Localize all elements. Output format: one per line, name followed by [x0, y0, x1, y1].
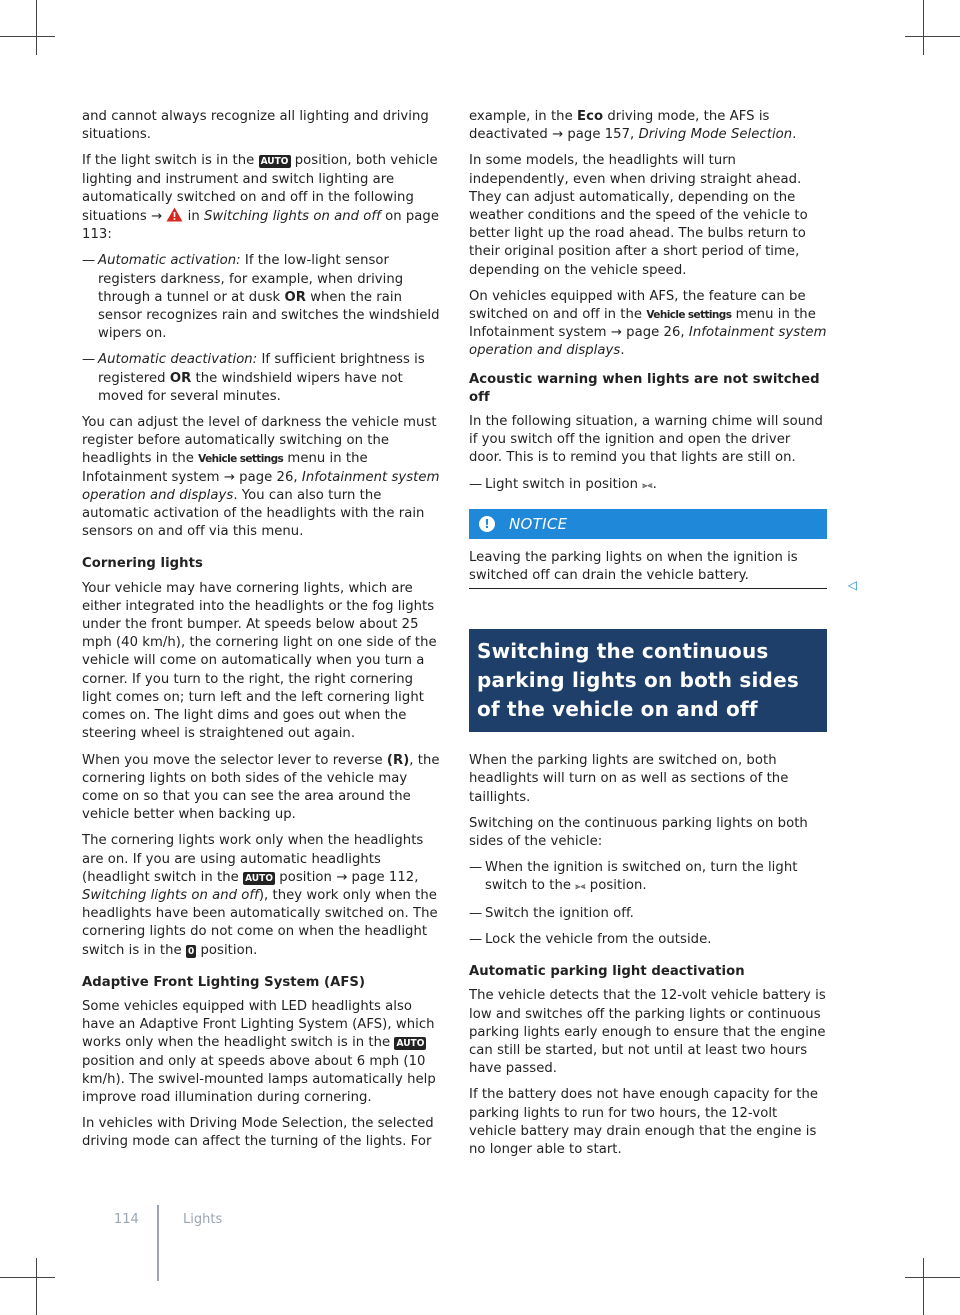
section-end-marker-icon: ◁	[847, 578, 857, 593]
paragraph: Switching on the continuous parking lights on both sides of the vehicle:	[469, 815, 808, 850]
paragraph: example, in the Eco driving mode, the AFS is deactivated → page 157, Driving Mode Selection.	[469, 109, 797, 143]
zero-position-symbol: 0	[187, 945, 195, 957]
auto-symbol: AUTO	[260, 156, 289, 168]
list-item: — Lock the vehicle from the outside.	[469, 931, 712, 947]
auto-symbol: AUTO	[245, 872, 274, 884]
reverse-symbol: (R)	[386, 752, 410, 768]
notice-header	[469, 509, 827, 539]
subheading: Adaptive Front Lighting System (AFS)	[82, 974, 366, 990]
paragraph: Some vehicles equipped with LED headlights also have an Adaptive Front Lighting System (AFS), which works only when the headlight switch is in the AUTO position and only at speeds above about 6 mph (10 km/h). The swivel-mounted lamps automatically help improve road illumination during cornering.	[82, 998, 436, 1105]
paragraph: You can adjust the level of darkness the vehicle must register before automatically switching on the headlights in the Vehicle settings menu in the Infotainment system → page 26, Infotainment system operation and displays. You can also turn the automatic activation of the headlights with the rain sensors on and off via this menu.	[82, 415, 440, 540]
parking-light-icon: ⫸⫷	[642, 480, 653, 491]
subheading: Acoustic warning when lights are not switched off	[469, 371, 820, 405]
crop-mark	[923, 0, 924, 55]
footer-divider	[157, 1205, 159, 1281]
parking-light-icon: ⫸⫷	[575, 882, 586, 893]
notice-label: NOTICE	[509, 514, 568, 533]
crop-mark	[923, 1258, 924, 1315]
arrow-icon: →	[336, 869, 348, 885]
crop-mark	[36, 1258, 37, 1315]
paragraph: When the parking lights are switched on, both headlights will turn on as well as sections of the taillights.	[469, 753, 789, 805]
left-column	[82, 108, 440, 1160]
paragraph: and cannot always recognize all lighting and driving situations.	[82, 109, 429, 143]
auto-symbol: AUTO	[396, 1038, 425, 1050]
crop-mark	[905, 1277, 960, 1278]
crop-mark	[0, 1277, 55, 1278]
footer-section-title: Lights	[183, 1212, 223, 1227]
list-item: — Switch the ignition off.	[469, 905, 634, 921]
arrow-icon: →	[223, 469, 235, 485]
paragraph: When you move the selector lever to reverse (R), the cornering lights on both sides of the vehicle may come on so that you can see the area around the vehicle better when backing up.	[82, 752, 440, 823]
vehicle-settings-label: Vehicle settings	[198, 453, 284, 466]
crop-mark	[0, 36, 55, 37]
arrow-icon: →	[610, 325, 622, 341]
crop-mark	[905, 36, 960, 37]
section-title: Switching the continuous parking lights on both sides of the vehicle on and off	[469, 629, 827, 732]
subheading: Cornering lights	[82, 556, 203, 572]
paragraph: In the following situation, a warning chime will sound if you switch off the ignition and open the driver door. This is to remind you that lights are still on.	[469, 414, 823, 466]
warning-triangle-icon	[166, 207, 183, 222]
paragraph: The vehicle detects that the 12-volt vehicle battery is low and switches off the parking lights or continuous parking lights early enough to ensure that the engine can still be started, but not until at least two hours have passed.	[469, 988, 826, 1077]
page-number: 114	[114, 1212, 139, 1227]
paragraph: Your vehicle may have cornering lights, which are either integrated into the headlights or the fog lights under the front bumper. At speeds below about 25 mph (40 km/h), the cornering light on one side of the vehicle will come on automatically when you turn a corner. If you turn to the right, the right cornering light comes on; turn left and the left cornering light comes on. The light dims and goes out when the steering wheel is straightened out again.	[82, 580, 437, 742]
notice-body: Leaving the parking lights on when the ignition is switched off can drain the vehicle battery. ◁	[469, 549, 827, 589]
paragraph: On vehicles equipped with AFS, the feature can be switched on and off in the Vehicle settings menu in the Infotainment system → page 26, Infotainment system operation and displays.	[469, 288, 827, 359]
paragraph: In vehicles with Driving Mode Selection, the selected driving mode can affect the turning of the lights. For	[82, 1116, 434, 1150]
cross-reference-link[interactable]: Infotainment system operation and displays	[82, 469, 440, 503]
cross-reference-link[interactable]: Switching lights on and off	[204, 209, 381, 225]
notice-info-icon: !	[479, 516, 495, 532]
cross-reference-link[interactable]: Infotainment system operation and displays	[469, 325, 827, 359]
right-column	[469, 108, 857, 1167]
list-item: — When the ignition is switched on, turn the light switch to the ⫸⫷ position.	[469, 860, 798, 894]
subheading: Automatic parking light deactivation	[469, 964, 745, 980]
cross-reference-link[interactable]: Switching lights on and off	[82, 887, 259, 903]
list-item: — Automatic deactivation: If sufficient brightness is registered OR the windshield wipers have not moved for several minutes.	[82, 352, 425, 404]
paragraph: If the light switch is in the AUTO position, both vehicle lighting and instrument and switch lighting are automatically switched on and off in the following situations → in Switching lights on and off on page 113:	[82, 153, 439, 243]
paragraph: The cornering lights work only when the headlights are on. If you are using automatic headlights (headlight switch in the AUTO position → page 112, Switching lights on and off), they work only when the headlights have been automatically switched on. The cornering lights do not come on when the headlight switch is in the 0 position.	[82, 833, 438, 958]
paragraph: In some models, the headlights will turn independently, even when driving straight ahead. They can adjust automatically, depending on the weather conditions and the speed of the vehicle to better light up the road ahead. The bulbs return to their original position after a short period of time, depending on the vehicle speed.	[469, 153, 808, 278]
list-item: — Light switch in position ⫸⫷.	[469, 476, 657, 492]
cross-reference-link[interactable]: Driving Mode Selection	[638, 127, 793, 143]
paragraph: If the battery does not have enough capacity for the parking lights to run for two hours, the 12-volt vehicle battery may drain enough that the engine is no longer able to start.	[469, 1087, 819, 1157]
crop-mark	[36, 0, 37, 55]
arrow-icon: →	[151, 209, 163, 225]
list-item: — Automatic activation: If the low-light sensor registers darkness, for example, when driving through a tunnel or at dusk OR when the rain sensor recognizes rain and switches the windshield wipers on.	[82, 253, 440, 342]
vehicle-settings-label: Vehicle settings	[646, 309, 732, 322]
arrow-icon: →	[552, 127, 564, 143]
